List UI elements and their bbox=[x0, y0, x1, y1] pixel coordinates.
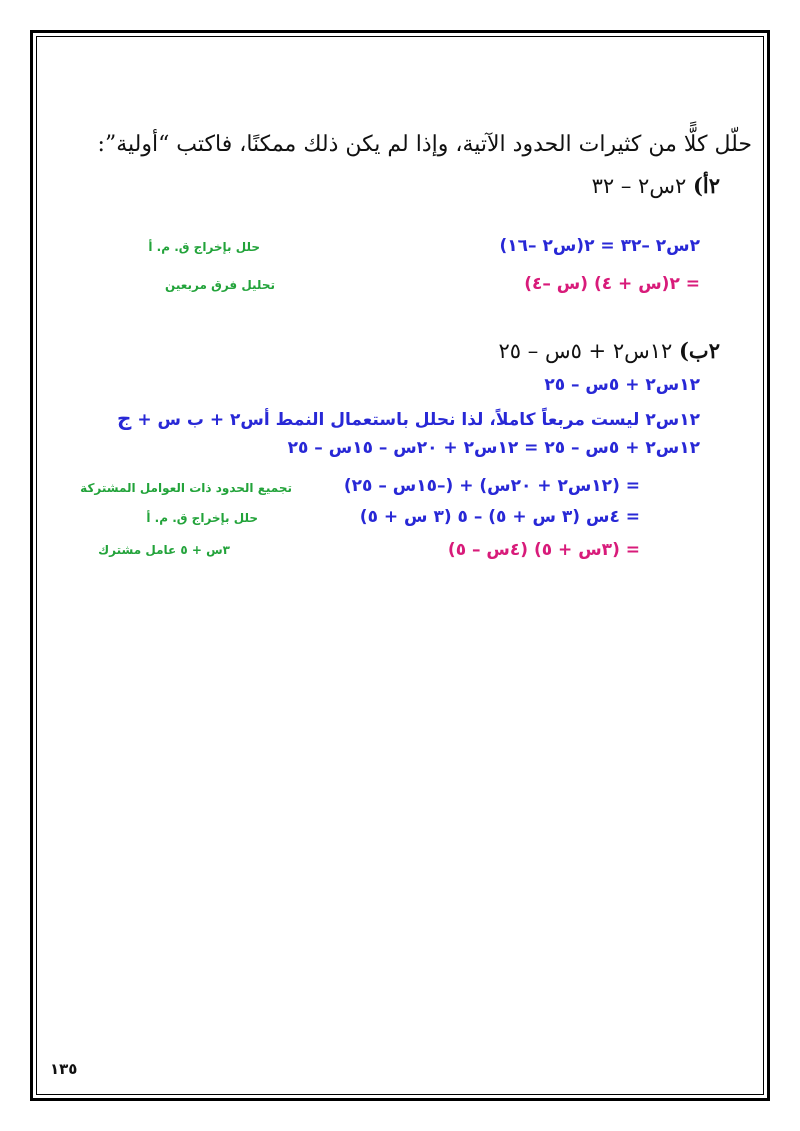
problem-b-line4-note: تجميع الحدود ذات العوامل المشتركة bbox=[80, 481, 292, 495]
problem-b-line5-note: حلل بإخراج ق. م. أ bbox=[146, 511, 258, 525]
problem-b-label: ٢ب) bbox=[679, 338, 720, 363]
problem-a-label: ٢أ) bbox=[692, 173, 720, 198]
problem-b-line2-last: ج bbox=[116, 406, 132, 430]
problem-a-step1: ٢س٢ –٣٢ = ٢(س٢ –١٦) bbox=[499, 236, 700, 256]
problem-b-expression: ١٢س٢ + ٥س – ٢٥ bbox=[498, 339, 673, 363]
problem-b-line2-text: ١٢س٢ ليست مربعاً كاملاً، لذا نحلل باستعمال النمط أس٢ + ب س + bbox=[137, 410, 700, 430]
problem-b-line5: = ٤س (٣ س + ٥) – ٥ (٣ س + ٥) bbox=[359, 507, 640, 527]
problem-b-line6: = (٣س + ٥) (٤س – ٥) bbox=[447, 540, 640, 560]
problem-a-step2: = ٢(س + ٤) (س –٤) bbox=[524, 274, 700, 294]
problem-b-line2 bbox=[117, 406, 700, 430]
problem-a-step2-note: تحليل فرق مربعين bbox=[165, 278, 275, 292]
problem-b-line3: ١٢س٢ + ٥س – ٢٥ = ١٢س٢ + ٢٠س – ١٥س – ٢٥ bbox=[287, 438, 700, 458]
problem-a-expression: ٢س٢ – ٣٢ bbox=[591, 174, 687, 198]
problem-a-heading bbox=[592, 173, 720, 198]
problem-a-step1-note: حلل بإخراج ق. م. أ bbox=[148, 240, 260, 254]
problem-b-line4: = (١٢س٢ + ٢٠س) + (–١٥س – ٢٥) bbox=[343, 476, 640, 496]
problem-b-line6-note: ٣س + ٥ عامل مشترك bbox=[98, 543, 230, 557]
page-number: ١٣٥ bbox=[50, 1060, 78, 1078]
exercise-instruction: حلّل كلًّا من كثيرات الحدود الآتية، وإذا لم يكن ذلك ممكنًا، فاكتب “أولية”: bbox=[97, 132, 752, 157]
problem-b-line1: ١٢س٢ + ٥س – ٢٥ bbox=[544, 375, 700, 395]
problem-b-heading bbox=[499, 338, 720, 363]
